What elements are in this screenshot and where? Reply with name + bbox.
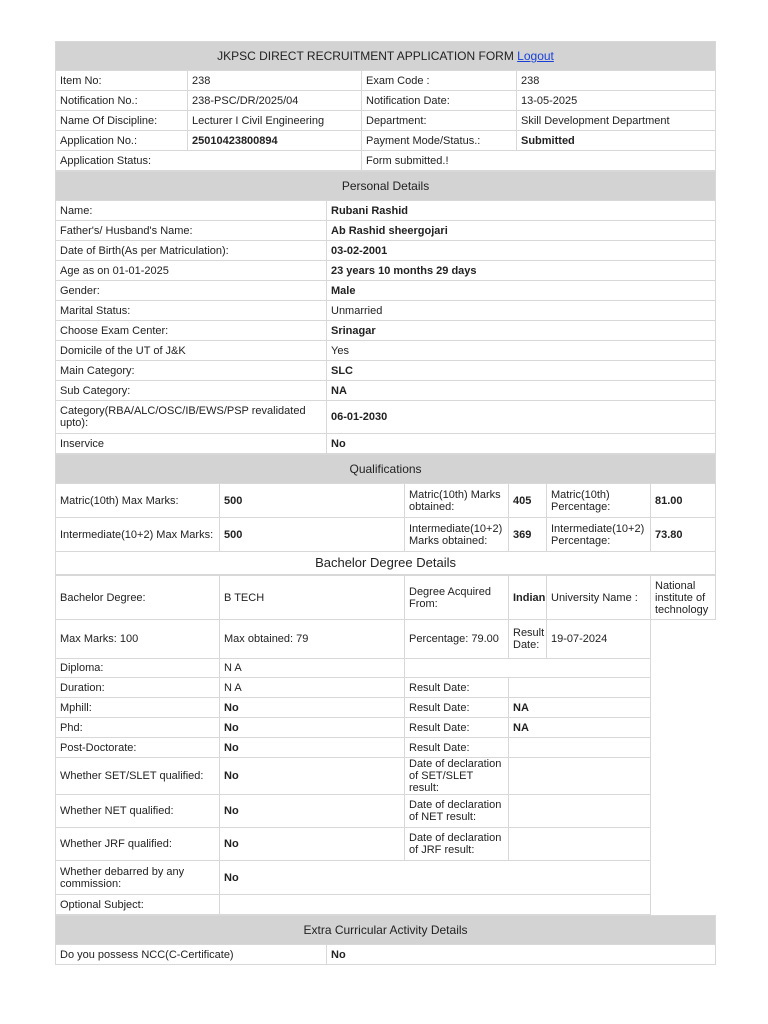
optional-subject-label: Optional Subject: [56,895,220,915]
personal-value: 23 years 10 months 29 days [327,261,716,281]
phd-label: Phd: [56,718,220,738]
blank-cell [651,861,716,895]
jrf-declaration-label: Date of declaration of JRF result: [405,828,509,861]
personal-label: Marital Status: [56,301,327,321]
ncc-value: No [327,945,716,965]
personal-value: Yes [327,341,716,361]
jrf-label: Whether JRF qualified: [56,828,220,861]
postdoc-value: No [220,738,405,758]
extra-curricular-table [55,915,716,965]
inter-max-value: 500 [220,518,405,552]
inter-percentage-value: 73.80 [651,518,716,552]
personal-row [56,321,716,341]
personal-label: Name: [56,201,327,221]
personal-value: No [327,434,716,454]
notification-no-label: Notification No.: [56,91,188,111]
personal-label: Choose Exam Center: [56,321,327,341]
debarred-value: No [220,861,651,895]
ncc-label: Do you possess NCC(C-Certificate) [56,945,327,965]
diploma-value: N A [220,659,405,678]
blank-cell [651,758,716,795]
personal-row [56,221,716,241]
phd-result-date-label: Result Date: [405,718,509,738]
exam-code-value: 238 [517,71,716,91]
blank-cell [651,620,716,659]
exam-code-label: Exam Code : [362,71,517,91]
blank-cell [651,678,716,698]
blank-cell [651,738,716,758]
personal-value: 06-01-2030 [327,401,716,434]
application-status-label: Application Status: [56,151,362,171]
application-form [55,41,715,965]
payment-value: Submitted [517,131,716,151]
inter-obtained-label: Intermediate(10+2) Marks obtained: [405,518,509,552]
notification-date-value: 13-05-2025 [517,91,716,111]
top-info-table [55,41,716,171]
personal-row [56,261,716,281]
personal-value: NA [327,381,716,401]
blank-cell [651,828,716,861]
postdoc-result-date-label: Result Date: [405,738,509,758]
debarred-label: Whether debarred by any commission: [56,861,220,895]
matric-max-label: Matric(10th) Max Marks: [56,484,220,518]
personal-value: 03-02-2001 [327,241,716,261]
notification-date-label: Notification Date: [362,91,517,111]
matric-obtained-label: Matric(10th) Marks obtained: [405,484,509,518]
net-label: Whether NET qualified: [56,795,220,828]
inter-max-label: Intermediate(10+2) Max Marks: [56,518,220,552]
personal-label: Domicile of the UT of J&K [56,341,327,361]
blank-cell [651,718,716,738]
department-value: Skill Development Department [517,111,716,131]
personal-value: Rubani Rashid [327,201,716,221]
personal-label: Main Category: [56,361,327,381]
net-declaration-value [509,795,651,828]
notification-no-value: 238-PSC/DR/2025/04 [188,91,362,111]
personal-details-heading: Personal Details [56,172,716,201]
net-value: No [220,795,405,828]
diploma-label: Diploma: [56,659,220,678]
personal-row [56,434,716,454]
phd-result-date-value: NA [509,718,651,738]
duration-result-date-label: Result Date: [405,678,509,698]
personal-row [56,301,716,321]
diploma-blank [405,659,651,678]
personal-row [56,281,716,301]
application-no-value: 25010423800894 [188,131,362,151]
form-title: JKPSC DIRECT RECRUITMENT APPLICATION FORM [217,49,514,63]
degree-acquired-label: Degree Acquired From: [405,576,509,620]
max-obtained: Max obtained: 79 [220,620,405,659]
discipline-label: Name Of Discipline: [56,111,188,131]
postdoc-result-date-value [509,738,651,758]
personal-details-table [55,171,716,454]
personal-label: Age as on 01-01-2025 [56,261,327,281]
personal-label: Category(RBA/ALC/OSC/IB/EWS/PSP revalidated upto): [56,401,327,434]
blank-cell [651,795,716,828]
jrf-declaration-value [509,828,651,861]
matric-obtained-value: 405 [509,484,547,518]
mphill-value: No [220,698,405,718]
application-no-label: Application No.: [56,131,188,151]
result-date-value: 19-07-2024 [547,620,651,659]
personal-label: Sub Category: [56,381,327,401]
net-declaration-label: Date of declaration of NET result: [405,795,509,828]
inter-percentage-label: Intermediate(10+2) Percentage: [547,518,651,552]
bachelor-heading: Bachelor Degree Details [56,552,716,575]
bachelor-degree-label: Bachelor Degree: [56,576,220,620]
payment-label: Payment Mode/Status.: [362,131,517,151]
personal-row [56,401,716,434]
matric-percentage-value: 81.00 [651,484,716,518]
department-label: Department: [362,111,517,131]
duration-label: Duration: [56,678,220,698]
personal-label: Gender: [56,281,327,301]
item-no-value: 238 [188,71,362,91]
degree-acquired-value: Indian [509,576,547,620]
application-status-value: Form submitted.! [362,151,716,171]
bachelor-table [55,575,716,915]
max-marks: Max Marks: 100 [56,620,220,659]
blank-cell [651,698,716,718]
qualifications-table [55,454,716,575]
blank-cell [651,895,716,915]
phd-value: No [220,718,405,738]
result-date-label: Result Date: [509,620,547,659]
discipline-value: Lecturer I Civil Engineering [188,111,362,131]
personal-value: Ab Rashid sheergojari [327,221,716,241]
inter-obtained-value: 369 [509,518,547,552]
personal-label: Inservice [56,434,327,454]
university-value: National institute of technology [651,576,716,620]
personal-value: SLC [327,361,716,381]
extra-curricular-heading: Extra Curricular Activity Details [56,916,716,945]
qualifications-heading: Qualifications [56,455,716,484]
form-title-cell [56,42,716,71]
matric-max-value: 500 [220,484,405,518]
blank-cell [651,659,716,678]
personal-value: Unmarried [327,301,716,321]
item-no-label: Item No: [56,71,188,91]
mphill-result-date-value: NA [509,698,651,718]
mphill-label: Mphill: [56,698,220,718]
set-declaration-value [509,758,651,795]
postdoc-label: Post-Doctorate: [56,738,220,758]
personal-row [56,201,716,221]
personal-value: Srinagar [327,321,716,341]
personal-row [56,341,716,361]
set-declaration-label: Date of declaration of SET/SLET result: [405,758,509,795]
jrf-value: No [220,828,405,861]
university-label: University Name : [547,576,651,620]
duration-value: N A [220,678,405,698]
duration-result-date-value [509,678,651,698]
percentage: Percentage: 79.00 [405,620,509,659]
set-label: Whether SET/SLET qualified: [56,758,220,795]
optional-subject-value [220,895,651,915]
mphill-result-date-label: Result Date: [405,698,509,718]
matric-percentage-label: Matric(10th) Percentage: [547,484,651,518]
personal-row [56,361,716,381]
personal-row [56,381,716,401]
personal-row [56,241,716,261]
bachelor-degree-value: B TECH [220,576,405,620]
personal-label: Father's/ Husband's Name: [56,221,327,241]
personal-value: Male [327,281,716,301]
personal-label: Date of Birth(As per Matriculation): [56,241,327,261]
set-value: No [220,758,405,795]
logout-link[interactable]: Logout [517,49,554,63]
